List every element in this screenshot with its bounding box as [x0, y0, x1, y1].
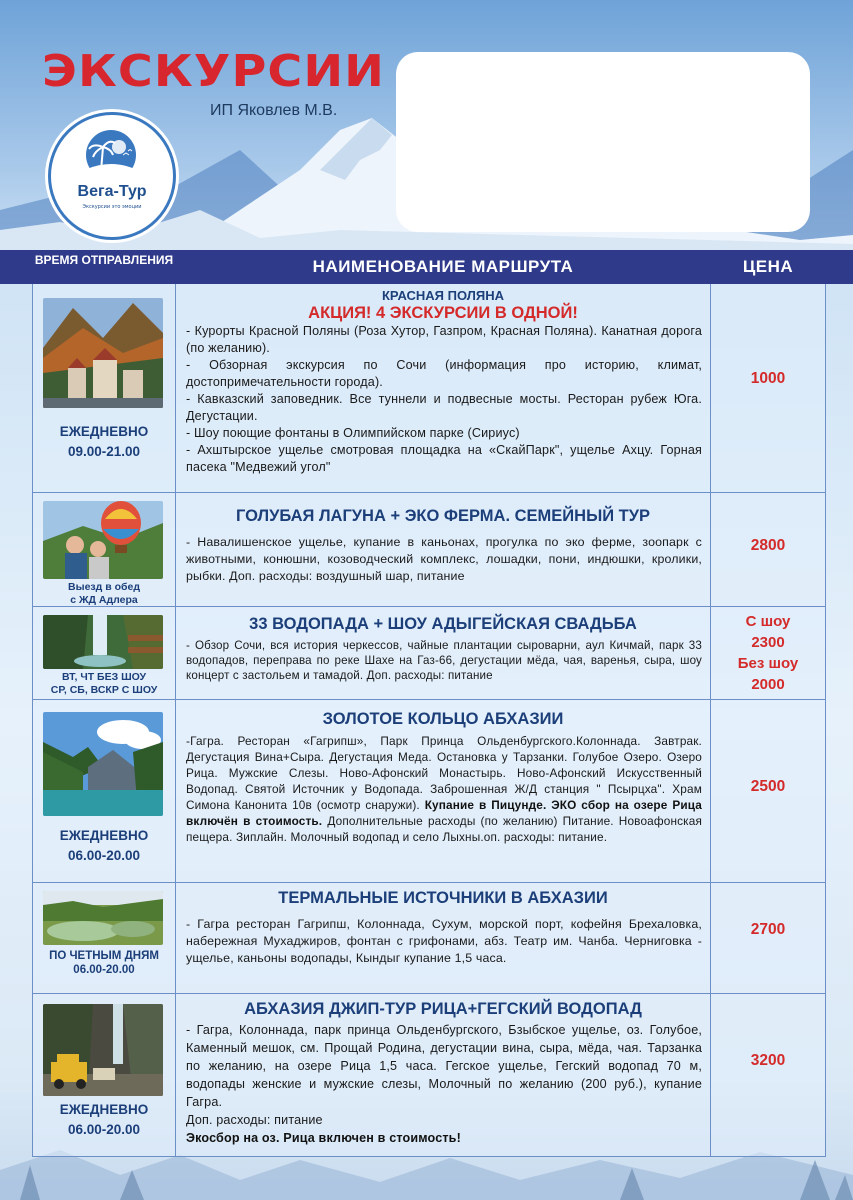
route-description: [176, 1021, 710, 1147]
schedule-time: 06.00-20.00: [67, 848, 141, 863]
tour-photo-lake: [43, 712, 163, 816]
header-price: ЦЕНА: [742, 257, 794, 276]
price-value: [711, 611, 825, 695]
route-line: - Курорты Красной Поляны (Роза Хутор, Газпром, Красная Поляна). Канатная дорога (по желанию).: [186, 324, 702, 355]
route-line: - Гагра ресторан Гагрипш, Колоннада, Сухум, морской порт, кофейня Брехаловка, набережная Мухаджиров, фонтан с грифонами, абз. Театр им. Чанба. Черниговка - ущелье, каньоны водопады, Кындыг купание 1,5 часа.: [186, 917, 702, 965]
route-description: [176, 323, 710, 476]
route-line: - Кавказский заповедник. Все туннели и подвесные мосты. Ресторан рубеж Юга. Дегустации.: [186, 392, 702, 423]
price-amount: 2300: [751, 634, 785, 651]
schedule-cell: [33, 700, 176, 882]
route-description: [176, 733, 710, 845]
price-amount: 2000: [751, 676, 785, 693]
table-row: [33, 493, 825, 607]
price-value: 2500: [750, 778, 786, 795]
price-value: 1000: [750, 370, 786, 387]
tour-photo-springs: [43, 891, 163, 945]
schedule-cell: [33, 607, 176, 699]
price-cell: [711, 994, 825, 1156]
route-line: - Обзорная экскурсия по Сочи (информация про историю, климат, достопримечательности города).: [186, 358, 702, 389]
schedule-cell: [33, 284, 176, 492]
schedule-text: [33, 1100, 175, 1140]
route-description: [176, 638, 710, 683]
price-cell: [711, 284, 825, 492]
table-row: [33, 607, 825, 700]
schedule-cell: [33, 883, 176, 993]
route-line: - Ахштырское ущелье смотровая площадка на «СкайПарк", ущелье Ахцу. Горная пасека "Медвежий угол": [186, 443, 702, 474]
schedule-text: [33, 826, 175, 866]
page-title: ЭКСКУРСИИ: [42, 46, 386, 97]
schedule-days: ВТ, ЧТ БЕЗ ШОУ: [61, 671, 147, 683]
schedule-cell: [33, 493, 176, 606]
price-cell: [711, 607, 825, 699]
tours-table: [32, 284, 826, 1157]
schedule-days: ЕЖЕДНЕВНО: [59, 424, 149, 439]
route-line: - Обзор Сочи, вся история черкессов, чайные плантации сыроварни, аул Кичмай, парк 33 водопадов, переправа по реке Шахе на Газ-66, дегустации мёда, чая, варенья, сыра, шоу концерт с застольем и тамадой. Доп. расходы: питание: [186, 639, 702, 682]
route-text: -Гагра. Ресторан «Гагрипш», Парк Принца Ольденбургского.Колоннада. Завтрак. Дегустация Вина+Сыра. Дегустация Меда. Остановка у Тарзанки. Голубое Озеро. Озеро Рица. Мужские Слезы. Ново-Афонский Монастырь. Ново-Афонский Искусственный Водопад. Святой Источник у Водопада. Заброшенная Ж/Д станция " Псырцха". Храм Симона Канонита 10в (осмотр снаружи).: [186, 734, 702, 812]
price-value: 2700: [750, 921, 786, 938]
route-cell: [176, 994, 711, 1156]
route-text-highlight: Купание в Пицунде. ЭКО сбор на озере Рица включён в стоимость.: [186, 798, 702, 828]
header-time: [32, 252, 176, 268]
route-title: ЗОЛОТОЕ КОЛЬЦО АБХАЗИИ: [322, 710, 564, 728]
schedule-days: Выезд в обед: [68, 581, 140, 593]
price-value: 3200: [750, 1052, 786, 1069]
logo-slogan: Экскурсии это эмоции: [82, 204, 142, 210]
route-description: [176, 916, 710, 967]
logo-name: Вега-Тур: [77, 183, 147, 200]
schedule-days: ПО ЧЕТНЫМ ДНЯМ: [49, 950, 159, 962]
price-cell: [711, 493, 825, 606]
schedule-text: [33, 671, 175, 697]
schedule-days: ЕЖЕДНЕВНО: [59, 828, 149, 843]
table-row: [33, 994, 825, 1157]
route-line: - Шоу поющие фонтаны в Олимпийском парке (Сириус): [186, 426, 520, 440]
price-cell: [711, 700, 825, 882]
route-title: АБХАЗИЯ ДЖИП-ТУР РИЦА+ГЕГСКИЙ ВОДОПАД: [244, 1000, 642, 1018]
route-line: - Навалишенское ущелье, купание в каньонах, прогулка по эко ферме, зоопарк с животными, конюшни, козоводческий комплекс, лошадки, пони, индюшки, кролики, рыбки. Доп. расходы: воздушный шар, питание: [186, 535, 702, 583]
schedule-time: 06.00-20.00: [67, 1122, 141, 1137]
table-row: [33, 883, 825, 994]
route-cell: [176, 883, 711, 993]
company-logo: [48, 112, 176, 240]
header-time-label: ВРЕМЯ ОТПРАВЛЕНИЯ: [34, 253, 174, 267]
schedule-time: 09.00-21.00: [67, 444, 141, 459]
price-cell: [711, 883, 825, 993]
route-title: ГОЛУБАЯ ЛАГУНА + ЭКО ФЕРМА. СЕМЕЙНЫЙ ТУР: [235, 507, 651, 525]
route-title: ТЕРМАЛЬНЫЕ ИСТОЧНИКИ В АБХАЗИИ: [278, 889, 608, 907]
route-title: АКЦИЯ! 4 ЭКСКУРСИИ В ОДНОЙ!: [308, 304, 578, 322]
schedule-time: с ЖД Адлера: [70, 594, 138, 606]
schedule-time: СР, СБ, ВСКР С ШОУ: [50, 684, 158, 696]
table-header: [0, 250, 853, 284]
schedule-text: [33, 949, 175, 977]
schedule-text: [33, 422, 175, 462]
palm-sun-icon: [79, 129, 143, 183]
route-line: Доп. расходы: питание: [186, 1113, 323, 1127]
tour-photo-jeep: [43, 1004, 163, 1096]
route-cell: [176, 700, 711, 882]
table-row: [33, 700, 825, 883]
company-name: ИП Яковлев М.В.: [210, 102, 338, 119]
price-label: С шоу: [745, 613, 791, 630]
schedule-time: 06.00-20.00: [73, 964, 135, 976]
route-cell: [176, 284, 711, 492]
price-value: 2800: [750, 537, 786, 554]
route-description: [176, 534, 710, 585]
route-line: - Гагра, Колоннада, парк принца Ольденбургского, Бзыбское ущелье, оз. Голубое, Каменный мешок, см. Прощай Родина, дегустации вина, сыра, мёда, чая. Тарзанка по желанию, на озере Рица 1,5 часа. Гегское ущелье, Гегский водопад 70 м, водопады женские и мужские слезы, Молочный по желанию (200 руб.), купание Гагра.: [186, 1023, 702, 1109]
tour-photo-waterfall: [43, 615, 163, 669]
route-text: Дополнительные расходы (по желанию) Питание. Новоафонская пещера. Зиплайн. Молочный водопад и село Лыхны.оп. расходы: питание.: [186, 814, 702, 844]
route-subtitle: КРАСНАЯ ПОЛЯНА: [381, 288, 505, 303]
header-route: НАИМЕНОВАНИЕ МАРШРУТА: [312, 257, 574, 276]
blank-info-box: [396, 52, 810, 232]
schedule-days: ЕЖЕДНЕВНО: [59, 1102, 149, 1117]
tour-photo-resort: [43, 298, 163, 408]
route-cell: [176, 607, 711, 699]
price-label: Без шоу: [737, 655, 799, 672]
tour-photo-balloon: [43, 501, 163, 579]
schedule-cell: [33, 994, 176, 1156]
schedule-text: [33, 581, 175, 607]
route-highlight: Экосбор на оз. Рица включен в стоимость!: [186, 1131, 461, 1145]
route-title: 33 ВОДОПАДА + ШОУ АДЫГЕЙСКАЯ СВАДЬБА: [249, 615, 637, 633]
route-cell: [176, 493, 711, 606]
table-row: [33, 284, 825, 493]
